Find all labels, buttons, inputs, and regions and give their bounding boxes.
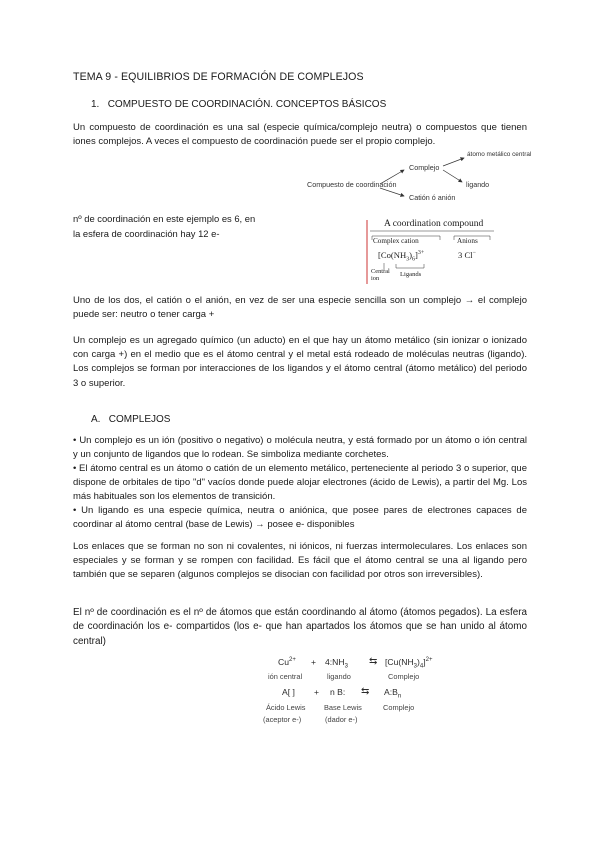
eq-equilibrium-arrow-2: ⇆ [361, 686, 370, 697]
eq-sub: 3 [413, 663, 417, 670]
formula-part: [Co(NH [378, 250, 407, 260]
paragraph-complex-definition: Un complejo es un agregado químico (un aducto) en el que hay un átomo metálico (sin ionizar o ionizado con carga +) en el medio que es el átomo central y el metal está rodeado de moléculas neutras (ligando). Los complejos se forman por interacciones de los ligandos y el átomo central (átomo metálico) del periodo 3 o superior. [73, 335, 527, 389]
paragraph-coordination-number: El nº de coordinación es el nº de átomos que están coordinando al átomo (átomos pegados). La esfera de coordinación los e- compartidos (los e- que han apartados los átomos que se han unido al átomo central) [73, 607, 527, 647]
diagram-ligando-label: ligando [466, 180, 490, 189]
coordination-note-line2: la esfera de coordinación hay 12 e- [73, 228, 220, 239]
section-heading-a [91, 414, 170, 425]
eq-ammonia [325, 657, 348, 670]
arrow-to-atomo [443, 158, 464, 166]
coordination-note-line1: nº de coordinación en este ejemplo es 6, en [73, 213, 256, 224]
formula-sub: 3 [406, 256, 410, 263]
diagram-complejo-label: Complejo [409, 163, 440, 172]
formula-part: ) [409, 250, 413, 260]
arrow-to-ligando [443, 170, 462, 182]
eq-label-donor: (dador e-) [325, 715, 358, 724]
paragraph-bonds: Los enlaces que se forman no son ni covalentes, ni iónicos, ni fuerzas intermoleculares. Los enlaces son especiales y se forman y se rompen con facilidad. Es fácil que el átomo central se una al ligando pero también que se separen (algunos complejos se disocian con facilidad por otros son irreversibles). [73, 541, 527, 581]
page-title: TEMA 9 - EQUILIBRIOS DE FORMACIÓN DE COMPLEJOS [73, 71, 364, 83]
eq-complex [385, 657, 432, 670]
figure-central-label [371, 268, 390, 282]
eq-label-acceptor: (aceptor e-) [263, 715, 302, 724]
anion-sup: − [472, 250, 476, 257]
eq-sub: n [397, 693, 402, 700]
eq-text: ] [423, 657, 426, 667]
eq-label-ligand: ligando [327, 672, 351, 681]
eq-adduct [384, 687, 401, 700]
coordination-compound-figure [366, 218, 496, 286]
paragraph-cation-anion: Uno de los dos, el catión o el anión, en vez de ser una especie sencilla son un complejo → el complejo puede ser: neutro o tener carga + [73, 295, 527, 321]
figure-right-header: Anions [457, 237, 478, 245]
eq-text: Cu [278, 657, 289, 667]
figure-anion [458, 250, 476, 260]
figure-title: A coordination compound [384, 219, 484, 229]
section-number: 1. [91, 99, 100, 110]
figure-formula [378, 250, 424, 263]
formula-sup: 3+ [417, 250, 425, 257]
central-label-line: Central [371, 268, 390, 275]
formula-part: ] [415, 250, 418, 260]
diagram-atomo-label: átomo metálico central [467, 151, 532, 158]
diagram-root-label: Compuesto de coordinación [307, 180, 397, 189]
eq-sup: 2+ [289, 657, 296, 664]
arrow-to-cation [380, 188, 404, 196]
eq-label-lewis-base: Base Lewis [324, 703, 362, 712]
eq-sup: 2+ [425, 657, 433, 664]
eq-label-central-ion: ión central [268, 672, 303, 681]
eq-cu-ion [278, 657, 296, 667]
eq-base: n B: [330, 687, 346, 697]
central-label-line: ion [371, 275, 380, 282]
formula-sub: 6 [412, 256, 416, 263]
bullet-ligand: • Un ligando es una especie química, neutra o aniónica, que posee pares de electrones capaces de coordinar al átomo central (base de Lewis) → posee e- disponibles [73, 505, 527, 531]
bullet-central-atom: • El átomo central es un átomo o catión de un elemento metálico, perteneciente al periodo 3 o superior, que dispone de orbitales de tipo "d" vacíos donde puede alojar electrones (ácido de Lewis), a partir del Mg. Los más habituales son los elementos de transición. [73, 463, 527, 503]
diagram-cation-label: Catión ó anión [409, 193, 456, 202]
eq-equilibrium-arrow: ⇆ [369, 656, 378, 667]
figure-ligands-label: Ligands [400, 271, 422, 278]
eq-sub: 4 [419, 663, 424, 670]
eq-text: A:B [384, 687, 398, 697]
eq-plus-2: + [314, 687, 320, 697]
eq-acid: A[ ] [282, 687, 295, 697]
eq-label-complex-2: Complejo [383, 703, 415, 712]
eq-text: [Cu(NH [385, 657, 414, 667]
eq-text: 4:NH [325, 657, 345, 667]
bullet-complex: • Un complejo es un ión (positivo o negativo) o molécula neutra, y está formado por un átomo o ión central y un conjunto de ligandos que lo rodean. Se simboliza mediante corchetes. [73, 435, 527, 461]
eq-sub: 3 [344, 663, 348, 670]
section-letter: A. [91, 414, 101, 425]
figure-left-header: Complex cation [373, 237, 419, 245]
eq-plus: + [311, 657, 317, 667]
eq-label-lewis-acid: Ácido Lewis [266, 703, 306, 712]
anion-text: 3 Cl [458, 250, 473, 260]
paragraph-intro: Un compuesto de coordinación es una sal (especie química/complejo neutra) o compuestos que tienen iones complejos. A veces el compuesto de coordinación puede ser el propio complejo. [73, 122, 527, 148]
section-title: COMPLEJOS [108, 414, 171, 425]
eq-text: ) [417, 657, 420, 667]
section-title: COMPUESTO DE COORDINACIÓN. CONCEPTOS BÁSICOS [107, 99, 387, 110]
eq-label-complex: Complejo [388, 672, 420, 681]
